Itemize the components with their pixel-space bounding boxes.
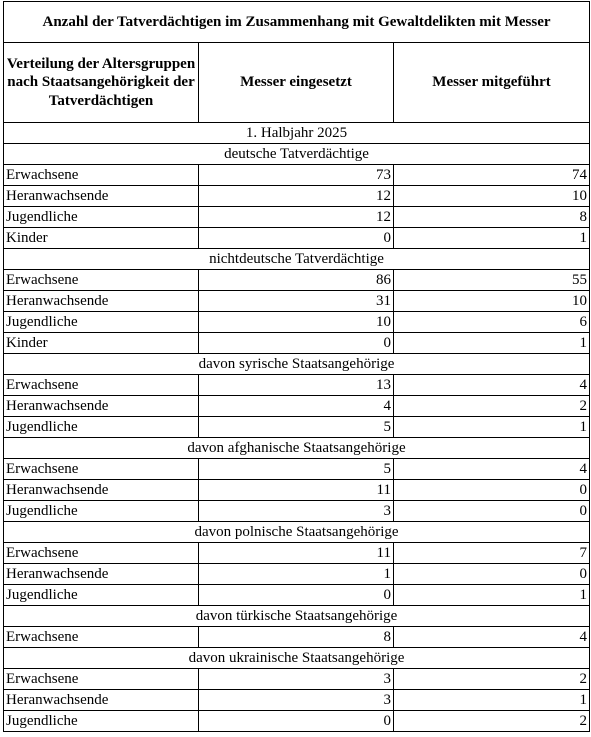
- table-row: [4, 585, 590, 606]
- age-group-cell: Erwachsene: [4, 669, 199, 690]
- knife-used-cell: 10: [199, 312, 394, 333]
- age-group-cell: Jugendliche: [4, 312, 199, 333]
- section-heading: davon afghanische Staatsangehörige: [4, 438, 590, 459]
- knife-carried-cell: 0: [394, 564, 590, 585]
- table-row: [4, 669, 590, 690]
- knife-used-cell: 31: [199, 291, 394, 312]
- knife-carried-cell: 4: [394, 627, 590, 648]
- age-group-cell: Jugendliche: [4, 207, 199, 228]
- table-body: [4, 123, 590, 732]
- table-row: [4, 711, 590, 732]
- knife-used-cell: 3: [199, 669, 394, 690]
- knife-used-cell: 12: [199, 186, 394, 207]
- knife-carried-cell: 4: [394, 375, 590, 396]
- age-group-cell: Erwachsene: [4, 459, 199, 480]
- knife-used-cell: 0: [199, 585, 394, 606]
- table-row: [4, 165, 590, 186]
- section-heading: davon polnische Staatsangehörige: [4, 522, 590, 543]
- age-group-cell: Erwachsene: [4, 375, 199, 396]
- knife-used-cell: 73: [199, 165, 394, 186]
- age-group-cell: Erwachsene: [4, 543, 199, 564]
- knife-carried-cell: 0: [394, 480, 590, 501]
- knife-carried-cell: 55: [394, 270, 590, 291]
- section-heading: davon syrische Staatsangehörige: [4, 354, 590, 375]
- knife-used-cell: 86: [199, 270, 394, 291]
- knife-used-cell: 11: [199, 543, 394, 564]
- table-row: [4, 459, 590, 480]
- knife-used-cell: 0: [199, 333, 394, 354]
- table-row: [4, 627, 590, 648]
- column-header-distribution: Verteilung der Altersgruppen nach Staatsangehörigkeit der Tatverdächtigen: [4, 43, 199, 123]
- knife-used-cell: 3: [199, 501, 394, 522]
- knife-used-cell: 4: [199, 396, 394, 417]
- age-group-cell: Jugendliche: [4, 585, 199, 606]
- knife-carried-cell: 2: [394, 669, 590, 690]
- table-row: [4, 396, 590, 417]
- age-group-cell: Heranwachsende: [4, 480, 199, 501]
- table-row: [4, 312, 590, 333]
- table-row: [4, 417, 590, 438]
- table-row: [4, 186, 590, 207]
- knife-used-cell: 13: [199, 375, 394, 396]
- table-row: [4, 480, 590, 501]
- table-row: [4, 270, 590, 291]
- age-group-cell: Kinder: [4, 333, 199, 354]
- period-row: 1. Halbjahr 2025: [4, 123, 590, 144]
- section-heading: davon ukrainische Staatsangehörige: [4, 648, 590, 669]
- knife-carried-cell: 10: [394, 291, 590, 312]
- age-group-cell: Erwachsene: [4, 270, 199, 291]
- knife-carried-cell: 6: [394, 312, 590, 333]
- knife-used-cell: 11: [199, 480, 394, 501]
- table-title: Anzahl der Tatverdächtigen im Zusammenhang mit Gewaltdelikten mit Messer: [4, 2, 590, 43]
- age-group-cell: Jugendliche: [4, 501, 199, 522]
- statistics-table: [3, 1, 590, 732]
- knife-used-cell: 5: [199, 417, 394, 438]
- age-group-cell: Heranwachsende: [4, 690, 199, 711]
- age-group-cell: Erwachsene: [4, 627, 199, 648]
- age-group-cell: Jugendliche: [4, 417, 199, 438]
- table-row: [4, 543, 590, 564]
- age-group-cell: Heranwachsende: [4, 396, 199, 417]
- knife-carried-cell: 1: [394, 228, 590, 249]
- knife-carried-cell: 10: [394, 186, 590, 207]
- age-group-cell: Heranwachsende: [4, 186, 199, 207]
- knife-used-cell: 12: [199, 207, 394, 228]
- table-row: [4, 564, 590, 585]
- knife-carried-cell: 1: [394, 417, 590, 438]
- knife-carried-cell: 1: [394, 585, 590, 606]
- knife-carried-cell: 2: [394, 711, 590, 732]
- knife-used-cell: 1: [199, 564, 394, 585]
- knife-carried-cell: 7: [394, 543, 590, 564]
- section-heading: deutsche Tatverdächtige: [4, 144, 590, 165]
- knife-used-cell: 8: [199, 627, 394, 648]
- table-row: [4, 207, 590, 228]
- knife-carried-cell: 74: [394, 165, 590, 186]
- age-group-cell: Heranwachsende: [4, 291, 199, 312]
- column-header-knife-carried: Messer mitgeführt: [394, 43, 590, 123]
- knife-carried-cell: 2: [394, 396, 590, 417]
- age-group-cell: Heranwachsende: [4, 564, 199, 585]
- section-heading: nichtdeutsche Tatverdächtige: [4, 249, 590, 270]
- age-group-cell: Kinder: [4, 228, 199, 249]
- column-header-knife-used: Messer eingesetzt: [199, 43, 394, 123]
- knife-used-cell: 0: [199, 228, 394, 249]
- knife-carried-cell: 1: [394, 333, 590, 354]
- table-row: [4, 375, 590, 396]
- knife-used-cell: 0: [199, 711, 394, 732]
- knife-carried-cell: 0: [394, 501, 590, 522]
- table-row: [4, 291, 590, 312]
- age-group-cell: Jugendliche: [4, 711, 199, 732]
- section-heading: davon türkische Staatsangehörige: [4, 606, 590, 627]
- table-row: [4, 228, 590, 249]
- table-row: [4, 333, 590, 354]
- knife-carried-cell: 4: [394, 459, 590, 480]
- knife-used-cell: 3: [199, 690, 394, 711]
- knife-carried-cell: 1: [394, 690, 590, 711]
- knife-carried-cell: 8: [394, 207, 590, 228]
- table-row: [4, 501, 590, 522]
- age-group-cell: Erwachsene: [4, 165, 199, 186]
- knife-used-cell: 5: [199, 459, 394, 480]
- table-row: [4, 690, 590, 711]
